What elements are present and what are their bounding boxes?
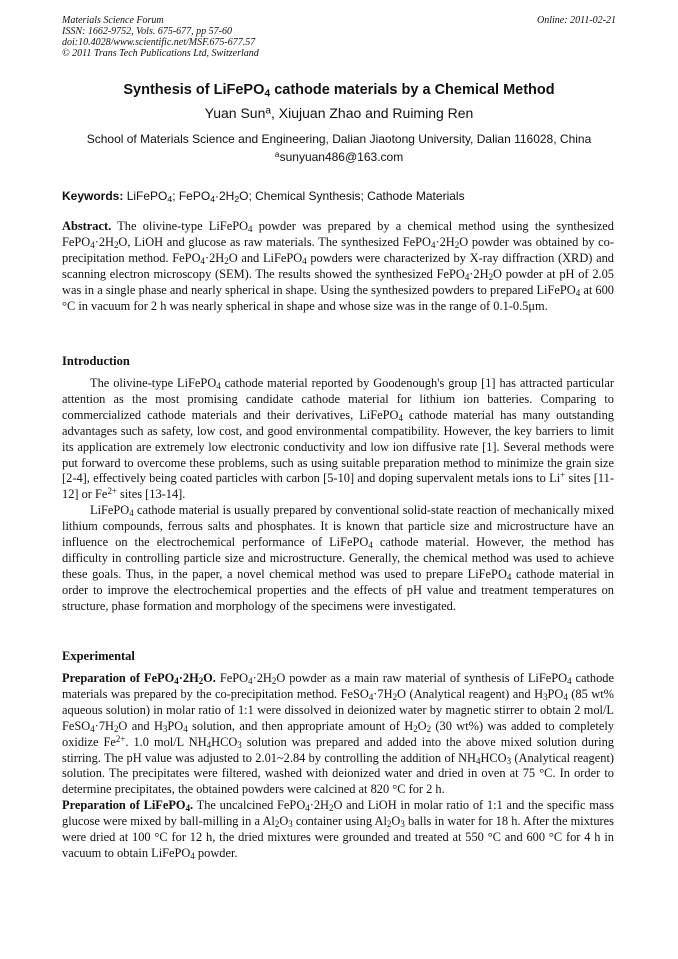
prep-lifepo4-label: Preparation of LiFePO$_4$. — [62, 798, 194, 814]
experimental-heading: Experimental — [62, 649, 135, 663]
journal-issn: ISSN: 1662-9752, Vols. 675-677, pp 57-60 — [62, 26, 232, 37]
abstract — [62, 219, 614, 314]
prep-lifepo4-text: The uncalcined $FePO_4\cdot 2H_2O$ and LiOH in molar ratio of 1:1 and the specific mass glucose were mixed by ball-milling in a $Al_2O_3$ container using $Al_2O_3$ balls in water for 18 h. After the mixtures were dried at 100 °C for 12 h, the dried mixtures were grounded and treated at 550 °C and 600 °C for 4 h in vacuum to obtain LiFePO$_4$ powder. — [62, 798, 615, 862]
prep-fepo4-label: Preparation of $FePO_4\cdot 2H_2O$. — [62, 671, 216, 687]
journal-doi: doi:10.4028/www.scientific.net/MSF.675-677.57 — [62, 37, 256, 48]
keywords — [62, 188, 618, 204]
experimental-paragraph-2 — [62, 798, 614, 862]
journal-name: Materials Science Forum — [62, 15, 164, 26]
introduction-body — [62, 376, 614, 615]
introduction-paragraph-2: LiFePO$_4$ cathode material is usually prepared by conventional solid-state reaction of mechanically mixed lithium compounds, ferrous salts and phosphates. It is known that particle size and microstructure have an influence on the electrochemical performance of LiFePO$_4$ cathode material. However, the method has difficulty in controlling particle size and microstructure. Generally, the chemical method was used to achieve these goals. Thus, in the paper, a novel chemical method was used to prepare LiFePO$_4$ cathode material in order to improve the electrochemical properties and the effects of pH value and treatment temperatures on structure, phase formation and morphology of the specimens were investigated. — [62, 503, 615, 613]
keywords-label: Keywords: — [62, 189, 124, 203]
journal-header — [62, 15, 616, 59]
keywords-text: LiFePO$_4$; $FePO_4\cdot 2H_2O$; Chemical Synthesis; Cathode Materials — [126, 189, 465, 205]
abstract-label: Abstract. — [62, 219, 112, 233]
affiliation: School of Materials Science and Engineering, Dalian Jiaotong University, Dalian 116028, China — [86, 132, 592, 146]
journal-copyright: © 2011 Trans Tech Publications Ltd, Switzerland — [62, 48, 259, 59]
experimental-paragraph-1 — [62, 671, 614, 798]
experimental-body — [62, 671, 614, 862]
paper-authors: Yuan Sun$^a$, Xiujuan Zhao and Ruiming Ren — [204, 105, 474, 121]
introduction-paragraph-1: The olivine-type LiFePO$_4$ cathode material reported by Goodenough's group [1] has attracted particular attention as the most promising candidate cathode material for lithium ion batteries. Comparing to commercialized cathode materials and their derivatives, LiFePO$_4$ cathode material has many outstanding advantages such as safety, low cost, and good environmental compatibility. However, the key barriers to limit its application are extremely low electronic conductivity and low ion diffusive rate [1]. Several methods were put forward to overcome these problems, such as using suitable preparation method to minimize the grain size [2-4], effectively being coated particles with carbon [5-10] and doping supervalent metals ions to Li+ sites [11-12] or $Fe^{2+}$ sites [13-14]. — [62, 376, 614, 502]
prep-fepo4-text: $FePO_4\cdot 2H_2O$ powder as a main raw material of synthesis of LiFePO$_4$ cathode materials was prepared by the co-precipitation method. $FeSO_4\cdot 7H_2O$ (Analytical reagent) and $H_3PO_4$ (85 wt% aqueous solution) in molar ratio of 1:1 were dissolved in deionized water by magnetic stirrer to obtain 2 mol/L $FeSO_4\cdot 7H_2O$ and $H_3PO_4$ solution, and then appropriate amount of $H_2O_2$ (30 wt%) was added to completely oxidize $Fe^{2+}$. 1.0 mol/L $NH_4HCO_3$ solution was prepared and added into the above mixed solution during stirring. The pH value was adjusted to 2.01~2.84 by controlling the addition of $NH_4HCO_3$ (Analytical reagent) solution. The precipitates were filtered, washed with deionized water and dried in oven at 75 °C. In order to determine precipitates, the obtained powders were calcined at 820 °C for 2 h. — [62, 671, 615, 797]
author-email[interactable]: $^a$sunyuan486@163.com — [274, 149, 404, 164]
introduction-heading: Introduction — [62, 354, 130, 368]
paper-title: Synthesis of LiFePO$_4$ cathode materials by a Chemical Method — [123, 82, 555, 100]
online-date: Online: 2011-02-21 — [537, 15, 616, 26]
abstract-text: The olivine-type LiFePO$_4$ powder was prepared by a chemical method using the synthesized $FePO_4\cdot 2H_2O$, LiOH and glucose as raw materials. The synthesized $FePO_4\cdot 2H_2O$ powder was obtained by co-precipitation method. $FePO_4\cdot 2H_2O$ and LiFePO$_4$ powders were characterized by X-ray diffraction (XRD) and scanning electron microscopy (SEM). The results showed the synthesized $FePO_4\cdot 2H_2O$ powder at pH of 2.05 was in a single phase and nearly spherical in shape. Using the synthesized powders to prepared LiFePO$_4$ at 600 °C in vacuum for 2 h was nearly spherical in shape and whose size was in the range of 0.1-0.5μm. — [62, 219, 615, 313]
